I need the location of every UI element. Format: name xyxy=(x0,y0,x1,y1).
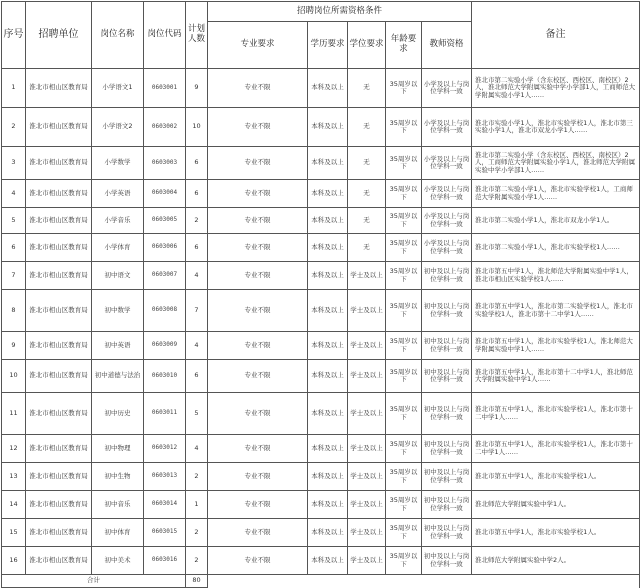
table-row xyxy=(2,547,640,575)
row-teacher-cert: 初中及以上与岗位学科一致 xyxy=(422,262,472,290)
row-unit: 淮北市相山区教育局 xyxy=(26,147,92,180)
row-teacher-cert: 小学及以上与岗位学科一致 xyxy=(422,147,472,180)
total-value: 80 xyxy=(186,575,208,588)
row-position: 初中英语 xyxy=(92,332,144,360)
header-major: 专业要求 xyxy=(208,22,308,69)
row-major: 专业不限 xyxy=(208,147,308,180)
row-code: 0603005 xyxy=(144,208,186,234)
row-degree: 学士及以上 xyxy=(348,435,386,463)
row-code: 0603002 xyxy=(144,108,186,147)
row-major: 专业不限 xyxy=(208,234,308,262)
row-education: 本科及以上 xyxy=(308,463,348,491)
row-code: 0603003 xyxy=(144,147,186,180)
row-degree: 学士及以上 xyxy=(348,491,386,519)
row-age: 35周岁以下 xyxy=(386,435,422,463)
row-seq: 10 xyxy=(2,360,26,393)
row-remarks: 淮北市第二实验小学（含东校区、西校区、南校区）2人，工商师范大学附属实验小学1人，淮北师范大学附属实验中学小学部1人…… xyxy=(472,147,640,180)
row-age: 35周岁以下 xyxy=(386,519,422,547)
row-position: 小学音乐 xyxy=(92,208,144,234)
row-plan: 4 xyxy=(186,262,208,290)
row-unit: 淮北市相山区教育局 xyxy=(26,290,92,332)
row-education: 本科及以上 xyxy=(308,290,348,332)
row-age: 35周岁以下 xyxy=(386,234,422,262)
row-teacher-cert: 初中及以上与岗位学科一致 xyxy=(422,547,472,575)
row-position: 小学体育 xyxy=(92,234,144,262)
row-education: 本科及以上 xyxy=(308,519,348,547)
row-remarks: 淮北市第五中学1人，淮北市实验学校1人。 xyxy=(472,463,640,491)
row-major: 专业不限 xyxy=(208,393,308,435)
row-unit: 淮北市相山区教育局 xyxy=(26,393,92,435)
table-footer xyxy=(2,575,640,588)
row-code: 0603015 xyxy=(144,519,186,547)
recruitment-table xyxy=(1,1,640,588)
row-plan: 6 xyxy=(186,180,208,208)
row-age: 35周岁以下 xyxy=(386,547,422,575)
row-plan: 2 xyxy=(186,208,208,234)
row-age: 35周岁以下 xyxy=(386,180,422,208)
row-seq: 7 xyxy=(2,262,26,290)
total-label: 合计 xyxy=(2,575,186,588)
row-education: 本科及以上 xyxy=(308,69,348,108)
row-code: 0603001 xyxy=(144,69,186,108)
row-major: 专业不限 xyxy=(208,491,308,519)
row-degree: 学士及以上 xyxy=(348,360,386,393)
row-plan: 5 xyxy=(186,393,208,435)
row-code: 0603016 xyxy=(144,547,186,575)
header-position: 岗位名称 xyxy=(92,2,144,69)
row-age: 35周岁以下 xyxy=(386,147,422,180)
table-row xyxy=(2,69,640,108)
row-teacher-cert: 初中及以上与岗位学科一致 xyxy=(422,491,472,519)
row-seq: 3 xyxy=(2,147,26,180)
row-degree: 无 xyxy=(348,208,386,234)
row-major: 专业不限 xyxy=(208,262,308,290)
row-seq: 6 xyxy=(2,234,26,262)
header-code: 岗位代码 xyxy=(144,2,186,69)
row-unit: 淮北市相山区教育局 xyxy=(26,180,92,208)
row-degree: 学士及以上 xyxy=(348,547,386,575)
header-degree: 学位要求 xyxy=(348,22,386,69)
row-position: 小学语文2 xyxy=(92,108,144,147)
row-unit: 淮北市相山区教育局 xyxy=(26,208,92,234)
table-body xyxy=(2,69,640,575)
row-teacher-cert: 小学及以上与岗位学科一致 xyxy=(422,108,472,147)
row-degree: 学士及以上 xyxy=(348,463,386,491)
row-teacher-cert: 小学及以上与岗位学科一致 xyxy=(422,180,472,208)
table-header xyxy=(2,2,640,69)
row-age: 35周岁以下 xyxy=(386,463,422,491)
row-unit: 淮北市相山区教育局 xyxy=(26,435,92,463)
row-major: 专业不限 xyxy=(208,208,308,234)
row-plan: 6 xyxy=(186,360,208,393)
row-code: 0603012 xyxy=(144,435,186,463)
table-row xyxy=(2,208,640,234)
row-unit: 淮北市相山区教育局 xyxy=(26,332,92,360)
table-row xyxy=(2,519,640,547)
row-age: 35周岁以下 xyxy=(386,332,422,360)
row-age: 35周岁以下 xyxy=(386,290,422,332)
row-remarks: 淮北市第五中学1人，淮北市实验学校1人，淮北市第十二中学1人…… xyxy=(472,393,640,435)
row-remarks: 淮北市第五中学1人，淮北师范大学附属实验中学1人，淮北市相山区实验学校1人…… xyxy=(472,262,640,290)
row-teacher-cert: 小学及以上与岗位学科一致 xyxy=(422,69,472,108)
row-major: 专业不限 xyxy=(208,69,308,108)
table-row xyxy=(2,360,640,393)
row-position: 小学英语 xyxy=(92,180,144,208)
row-position: 小学数学 xyxy=(92,147,144,180)
row-remarks: 淮北市第五中学1人，淮北市实验学校1人，淮北市第十二中学1人…… xyxy=(472,435,640,463)
table-row xyxy=(2,234,640,262)
row-teacher-cert: 初中及以上与岗位学科一致 xyxy=(422,360,472,393)
row-degree: 学士及以上 xyxy=(348,332,386,360)
row-teacher-cert: 初中及以上与岗位学科一致 xyxy=(422,290,472,332)
header-plan: 计划人数 xyxy=(186,2,208,69)
table-row xyxy=(2,332,640,360)
row-seq: 15 xyxy=(2,519,26,547)
row-seq: 13 xyxy=(2,463,26,491)
header-education: 学历要求 xyxy=(308,22,348,69)
row-education: 本科及以上 xyxy=(308,332,348,360)
row-plan: 6 xyxy=(186,147,208,180)
row-age: 35周岁以下 xyxy=(386,108,422,147)
table-row xyxy=(2,290,640,332)
row-education: 本科及以上 xyxy=(308,234,348,262)
row-plan: 2 xyxy=(186,547,208,575)
row-education: 本科及以上 xyxy=(308,435,348,463)
row-plan: 4 xyxy=(186,332,208,360)
row-seq: 11 xyxy=(2,393,26,435)
row-seq: 14 xyxy=(2,491,26,519)
row-code: 0603011 xyxy=(144,393,186,435)
row-age: 35周岁以下 xyxy=(386,491,422,519)
header-conditions: 招聘岗位所需资格条件 xyxy=(208,2,472,22)
row-major: 专业不限 xyxy=(208,519,308,547)
row-degree: 学士及以上 xyxy=(348,290,386,332)
row-plan: 10 xyxy=(186,108,208,147)
header-teacher-cert: 教师资格 xyxy=(422,22,472,69)
row-position: 小学语文1 xyxy=(92,69,144,108)
table-row xyxy=(2,435,640,463)
row-plan: 7 xyxy=(186,290,208,332)
row-plan: 6 xyxy=(186,234,208,262)
row-age: 35周岁以下 xyxy=(386,393,422,435)
row-plan: 1 xyxy=(186,491,208,519)
row-major: 专业不限 xyxy=(208,332,308,360)
row-education: 本科及以上 xyxy=(308,180,348,208)
row-remarks: 淮北市第五中学1人，淮北市第二实验学校1人，淮北市实验学校1人，淮北市第十二中学1人…… xyxy=(472,290,640,332)
row-age: 35周岁以下 xyxy=(386,69,422,108)
row-remarks: 淮北师范大学附属实验中学1人。 xyxy=(472,491,640,519)
header-unit: 招聘单位 xyxy=(26,2,92,69)
row-code: 0603004 xyxy=(144,180,186,208)
row-unit: 淮北市相山区教育局 xyxy=(26,463,92,491)
row-education: 本科及以上 xyxy=(308,262,348,290)
row-unit: 淮北市相山区教育局 xyxy=(26,69,92,108)
row-position: 初中历史 xyxy=(92,393,144,435)
header-age: 年龄要求 xyxy=(386,22,422,69)
row-major: 专业不限 xyxy=(208,180,308,208)
row-remarks: 淮北市第五中学1人，淮北市第十二中学1人，淮北师范大学附属实验中学1人…… xyxy=(472,360,640,393)
row-age: 35周岁以下 xyxy=(386,208,422,234)
table-row xyxy=(2,393,640,435)
row-education: 本科及以上 xyxy=(308,360,348,393)
row-remarks: 淮北市第二实验小学（含东校区、西校区、南校区）2人，淮北师范大学附属实验中学小学部1人，工商师范大学附属实验小学1人…… xyxy=(472,69,640,108)
table-row xyxy=(2,147,640,180)
row-degree: 学士及以上 xyxy=(348,262,386,290)
row-seq: 2 xyxy=(2,108,26,147)
row-teacher-cert: 初中及以上与岗位学科一致 xyxy=(422,393,472,435)
row-code: 0603014 xyxy=(144,491,186,519)
table-row xyxy=(2,180,640,208)
header-seq: 序号 xyxy=(2,2,26,69)
row-seq: 16 xyxy=(2,547,26,575)
row-position: 初中数学 xyxy=(92,290,144,332)
row-code: 0603013 xyxy=(144,463,186,491)
row-degree: 无 xyxy=(348,69,386,108)
table-row xyxy=(2,491,640,519)
row-major: 专业不限 xyxy=(208,547,308,575)
row-unit: 淮北市相山区教育局 xyxy=(26,108,92,147)
row-age: 35周岁以下 xyxy=(386,360,422,393)
row-position: 初中语文 xyxy=(92,262,144,290)
row-education: 本科及以上 xyxy=(308,491,348,519)
row-teacher-cert: 初中及以上与岗位学科一致 xyxy=(422,463,472,491)
row-seq: 5 xyxy=(2,208,26,234)
row-education: 本科及以上 xyxy=(308,393,348,435)
table-row xyxy=(2,262,640,290)
row-code: 0603006 xyxy=(144,234,186,262)
row-education: 本科及以上 xyxy=(308,547,348,575)
row-major: 专业不限 xyxy=(208,290,308,332)
row-position: 初中美术 xyxy=(92,547,144,575)
header-remarks: 备注 xyxy=(472,2,640,69)
row-unit: 淮北市相山区教育局 xyxy=(26,234,92,262)
row-unit: 淮北市相山区教育局 xyxy=(26,491,92,519)
row-code: 0603009 xyxy=(144,332,186,360)
row-unit: 淮北市相山区教育局 xyxy=(26,262,92,290)
row-major: 专业不限 xyxy=(208,360,308,393)
table-row xyxy=(2,463,640,491)
row-unit: 淮北市相山区教育局 xyxy=(26,547,92,575)
row-remarks: 淮北市第二实验小学1人，淮北市实验学校1人…… xyxy=(472,234,640,262)
row-degree: 无 xyxy=(348,180,386,208)
row-remarks: 淮北市第五中学1人，淮北市实验学校1人，淮北师范大学附属实验中学1人…… xyxy=(472,332,640,360)
row-unit: 淮北市相山区教育局 xyxy=(26,519,92,547)
row-position: 初中体育 xyxy=(92,519,144,547)
row-degree: 无 xyxy=(348,234,386,262)
row-degree: 无 xyxy=(348,108,386,147)
row-major: 专业不限 xyxy=(208,108,308,147)
row-teacher-cert: 小学及以上与岗位学科一致 xyxy=(422,234,472,262)
row-position: 初中生物 xyxy=(92,463,144,491)
row-seq: 12 xyxy=(2,435,26,463)
row-seq: 4 xyxy=(2,180,26,208)
row-teacher-cert: 初中及以上与岗位学科一致 xyxy=(422,435,472,463)
row-degree: 学士及以上 xyxy=(348,519,386,547)
row-position: 初中物理 xyxy=(92,435,144,463)
row-education: 本科及以上 xyxy=(308,147,348,180)
row-remarks: 淮北师范大学附属实验中学2人。 xyxy=(472,547,640,575)
row-plan: 2 xyxy=(186,463,208,491)
row-teacher-cert: 初中及以上与岗位学科一致 xyxy=(422,519,472,547)
row-plan: 4 xyxy=(186,435,208,463)
row-remarks: 淮北市实验小学1人，淮北市实验学校1人，淮北市第三实验小学1人，淮北市双龙小学1人…… xyxy=(472,108,640,147)
row-degree: 学士及以上 xyxy=(348,393,386,435)
row-plan: 9 xyxy=(186,69,208,108)
row-position: 初中音乐 xyxy=(92,491,144,519)
row-plan: 2 xyxy=(186,519,208,547)
row-education: 本科及以上 xyxy=(308,108,348,147)
row-teacher-cert: 初中及以上与岗位学科一致 xyxy=(422,332,472,360)
row-teacher-cert: 小学及以上与岗位学科一致 xyxy=(422,208,472,234)
footer-blank xyxy=(208,575,640,588)
row-age: 35周岁以下 xyxy=(386,262,422,290)
row-major: 专业不限 xyxy=(208,463,308,491)
row-seq: 1 xyxy=(2,69,26,108)
row-unit: 淮北市相山区教育局 xyxy=(26,360,92,393)
row-degree: 无 xyxy=(348,147,386,180)
row-remarks: 淮北市第二实验小学1人，淮北市双龙小学1人。 xyxy=(472,208,640,234)
row-seq: 8 xyxy=(2,290,26,332)
row-remarks: 淮北市第五中学1人，淮北市实验学校1人。 xyxy=(472,519,640,547)
row-education: 本科及以上 xyxy=(308,208,348,234)
row-position: 初中道德与法治 xyxy=(92,360,144,393)
row-code: 0603008 xyxy=(144,290,186,332)
row-remarks: 淮北市第二实验小学1人，淮北市实验学校1人，工商师范大学附属实验小学1人…… xyxy=(472,180,640,208)
row-seq: 9 xyxy=(2,332,26,360)
row-major: 专业不限 xyxy=(208,435,308,463)
row-code: 0603010 xyxy=(144,360,186,393)
table-row xyxy=(2,108,640,147)
row-code: 0603007 xyxy=(144,262,186,290)
